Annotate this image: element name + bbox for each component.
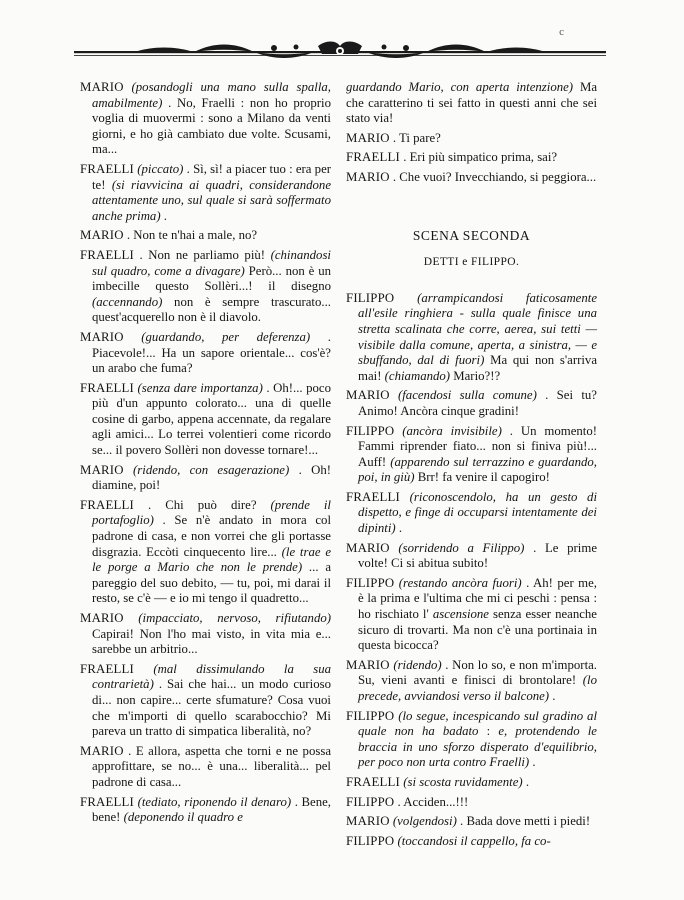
ornamental-header-rule-icon bbox=[74, 40, 606, 64]
stage-direction: (impacciato, nervoso, rifiutando) bbox=[138, 611, 332, 625]
dialogue-paragraph bbox=[80, 463, 331, 494]
stage-direction: (ancòra invisibile) bbox=[402, 423, 502, 438]
dialogue-text: . Non ne parliamo più! bbox=[139, 247, 271, 262]
speaker-name: FRAELLI bbox=[80, 497, 135, 512]
dialogue-text: . Eri più simpatico prima, sai? bbox=[403, 150, 558, 165]
speaker-name: FRAELLI bbox=[80, 247, 135, 262]
speaker-name: FILIPPO bbox=[346, 290, 395, 305]
speaker-name: FRAELLI bbox=[346, 489, 401, 504]
stage-direction: (ridendo, con esagerazione) bbox=[133, 462, 290, 477]
stage-direction: (chinandosi sul quadro, come a divagare) bbox=[92, 247, 331, 278]
dialogue-text: . bbox=[163, 208, 167, 223]
stage-direction: (si scosta ruvidamente) bbox=[403, 774, 523, 789]
dialogue-paragraph bbox=[346, 80, 597, 127]
speaker-name: FILIPPO bbox=[346, 833, 395, 848]
speaker-name: MARIO bbox=[346, 814, 390, 829]
dialogue-paragraph bbox=[80, 330, 331, 377]
stage-direction: (volgendosi) bbox=[392, 814, 457, 829]
speaker-name: FRAELLI bbox=[80, 794, 135, 809]
speaker-name: FRAELLI bbox=[346, 774, 401, 789]
stage-direction: (chiamando) bbox=[384, 368, 451, 383]
dialogue-paragraph bbox=[346, 576, 597, 654]
right-column-top bbox=[346, 80, 597, 186]
dialogue-text: . bbox=[398, 521, 403, 536]
stage-direction: (si riavvicina ai quadri, considerandone attentamente uno, sul quale si sarà soffermato anche prima) bbox=[92, 177, 331, 223]
dialogue-text: non è sempre trascurato... quest'acquerello non è il diavolo. bbox=[92, 294, 331, 325]
dialogue-paragraph bbox=[346, 388, 597, 419]
speaker-name: FILIPPO bbox=[346, 575, 395, 590]
dialogue-text: . Piacevole!... Ha un sapore orientale... cos'è? un arabo che fuma? bbox=[92, 329, 331, 376]
dialogue-text: ... a pareggio del suo debito, — tu, poi, mi darai il resto, se c'è — e io mi tengo il quadretto... bbox=[92, 560, 331, 606]
dialogue-paragraph bbox=[346, 814, 597, 830]
scene-title: SCENA SECONDA bbox=[412, 227, 531, 243]
stage-direction: guardando Mario, con aperta intenzione) bbox=[346, 80, 574, 94]
speaker-name: MARIO bbox=[346, 657, 390, 672]
dialogue-text: . Le prime volte! Ci si abitua subito! bbox=[358, 540, 598, 571]
dialogue-paragraph bbox=[346, 795, 597, 811]
dialogue-paragraph bbox=[80, 228, 331, 244]
dialogue-paragraph bbox=[346, 775, 597, 791]
speaker-name: MARIO bbox=[80, 743, 124, 758]
dialogue-paragraph bbox=[80, 795, 331, 826]
page-number: c bbox=[559, 26, 564, 38]
speaker-name: MARIO bbox=[346, 388, 390, 403]
speaker-name: FILIPPO bbox=[346, 708, 395, 723]
dialogue-text: . Che vuoi? Invecchiando, si peggiora... bbox=[392, 169, 597, 184]
dialogue-text: . Non te n'hai a male, no? bbox=[126, 228, 258, 243]
dialogue-text: Capirai! Non l'ho mai visto, in vita mia e... sarebbe un arbitrio... bbox=[92, 626, 331, 657]
stage-direction: (ridendo) bbox=[393, 657, 442, 672]
dialogue-paragraph bbox=[346, 709, 597, 771]
stage-direction: (lo segue, incespicando sul gradino al quale non ha badato bbox=[358, 708, 598, 739]
speaker-name: MARIO bbox=[80, 228, 124, 243]
stage-direction: e, protendendo le braccia in uno sforzo disperato d'equilibrio, per poco non urta contro Fraelli) bbox=[358, 724, 597, 770]
speaker-name: FRAELLI bbox=[80, 380, 135, 395]
stage-direction: (le trae e le porge a Mario che non le prende) bbox=[92, 544, 331, 575]
dialogue-paragraph bbox=[346, 150, 597, 166]
stage-direction: (toccandosi il cappello, fa co- bbox=[397, 833, 551, 848]
dialogue-text: . bbox=[525, 774, 530, 789]
dialogue-text: Ma qui non s'arriva mai! bbox=[358, 353, 598, 383]
dialogue-text: . E allora, aspetta che torni e ne possa approfittare, se no... è una... liberalità... pel padrone di casa... bbox=[92, 743, 331, 789]
dialogue-text: . Acciden...!!! bbox=[397, 794, 469, 809]
scene-cast: DETTI e FILIPPO. bbox=[423, 256, 520, 269]
speaker-name: MARIO bbox=[80, 329, 124, 344]
left-column bbox=[80, 80, 331, 830]
stage-direction: (piccato) bbox=[137, 161, 184, 176]
dialogue-paragraph bbox=[80, 498, 331, 607]
stage-direction: (guardando, per deferenza) bbox=[141, 329, 311, 344]
stage-direction: (accennando) bbox=[92, 294, 163, 309]
stage-direction: (lo precede, avviandosi verso il balcone) bbox=[358, 673, 597, 703]
dialogue-text: senza esser neanche sicuro di trovarti. Ma non c'è una portinaia in questa bicocca? bbox=[358, 607, 597, 653]
dialogue-text: Però... non è un imbecille questo Sollèri...! il disegno bbox=[92, 263, 331, 294]
stage-direction: (posandogli una mano sulla spalla, amabilmente) bbox=[92, 80, 331, 110]
dialogue-paragraph bbox=[80, 744, 331, 791]
speaker-name: MARIO bbox=[80, 80, 124, 94]
stage-direction: (restando ancòra fuori) bbox=[398, 575, 522, 590]
speaker-name: FRAELLI bbox=[80, 661, 135, 676]
dialogue-text: . Sai che hai... un modo curioso di... non capire... certe sfumature? Cosa vuoi che m'importi di quello scarabocchio? Mi pareva un tratto di simpatica liberalità, no? bbox=[92, 677, 331, 739]
stage-direction: (mal dissimulando la sua contrarietà) bbox=[92, 661, 332, 692]
speaker-name: MARIO bbox=[346, 169, 390, 184]
dialogue-text: . bbox=[532, 755, 536, 770]
dialogue-text: . Oh! diamine, poi! bbox=[92, 462, 331, 493]
dialogue-text: . Ah! per me, è la prima e l'ultima che mi ci peschi : pensa : ho rischiato l' bbox=[358, 575, 597, 622]
dialogue-paragraph bbox=[346, 424, 597, 486]
dialogue-text: . Se n'è andato in mora col padrone di casa, e non vorrei che gli portasse disgrazia. Eccòti cinquecento lire... bbox=[92, 513, 331, 559]
dialogue-paragraph bbox=[346, 834, 597, 850]
dialogue-paragraph bbox=[80, 80, 331, 158]
right-column-bottom bbox=[346, 291, 597, 850]
dialogue-text: Brr! fa venire il capogiro! bbox=[417, 470, 550, 485]
stage-direction: (riconoscendolo, ha un gesto di dispetto, e finge di occuparsi intentamente dei dipinti) bbox=[358, 489, 598, 536]
dialogue-text: Mario?!? bbox=[453, 368, 501, 383]
stage-direction: (deponendo il quadro e bbox=[123, 810, 243, 825]
dialogue-text: . Ti pare? bbox=[392, 130, 441, 145]
speaker-name: FRAELLI bbox=[346, 150, 401, 165]
speaker-name: MARIO bbox=[80, 462, 124, 477]
dialogue-text: . Bada dove metti i piedi! bbox=[460, 814, 591, 829]
speaker-name: MARIO bbox=[80, 611, 124, 625]
dialogue-text: . Sei tu? Animo! Ancòra cinque gradini! bbox=[358, 388, 597, 418]
dialogue-text: . Un momento! Fammi riprender fiato... non si finiva più!... Auff! bbox=[358, 423, 597, 469]
dialogue-paragraph bbox=[80, 162, 331, 224]
dialogue-paragraph bbox=[80, 662, 331, 740]
dialogue-text: . Bene, bene! bbox=[92, 794, 331, 825]
right-column bbox=[346, 80, 597, 853]
dialogue-text: . Sì, sì! a piacer tuo : era per te! bbox=[92, 161, 332, 192]
speaker-name: MARIO bbox=[346, 130, 390, 145]
speaker-name: FILIPPO bbox=[346, 423, 395, 438]
speaker-name: FRAELLI bbox=[80, 161, 135, 176]
dialogue-paragraph bbox=[80, 611, 331, 658]
dialogue-text: . Non lo so, e non m'importa. Su, vieni avanti e finisci di brontolare! bbox=[358, 657, 597, 688]
dialogue-text: : bbox=[486, 724, 499, 739]
dialogue-text: . No, Fraelli : non ho proprio voglia di muovermi : sono a Milano da venti giorni, e ho già cambiato due volte. Scusami, ma... bbox=[92, 95, 332, 157]
dialogue-paragraph bbox=[346, 490, 597, 537]
dialogue-text: . Oh!... poco più d'un appunto colorato... una di quelle cosine di garbo, appena accennate, da regalare agli amici... Lo terrei volentieri come ricordo se... il povero Sollèri non dovesse tornare!... bbox=[92, 380, 331, 458]
stage-direction: (facendosi sulla comune) bbox=[397, 388, 537, 403]
stage-direction: ascensione bbox=[432, 607, 489, 622]
dialogue-paragraph bbox=[346, 291, 597, 385]
stage-direction: (prende il portafoglio) bbox=[92, 497, 331, 528]
stage-direction: (sorridendo a Filippo) bbox=[398, 540, 525, 555]
stage-direction: (apparendo sul terrazzino e guardando, poi, in giù) bbox=[358, 454, 597, 485]
dialogue-paragraph bbox=[80, 248, 331, 326]
dialogue-paragraph bbox=[346, 170, 597, 186]
dialogue-text: Ma che caratterino ti sei fatto in questi anni che sei stato via! bbox=[346, 80, 597, 126]
dialogue-paragraph bbox=[80, 381, 331, 459]
dialogue-text: . bbox=[552, 689, 556, 703]
speaker-name: MARIO bbox=[346, 540, 390, 555]
dialogue-text: . Chi può dire? bbox=[148, 497, 271, 512]
dialogue-paragraph bbox=[346, 541, 597, 572]
stage-direction: (arrampicandosi faticosamente all'esile ringhiera - sulla quale finisce una stretta scalinata che corre, aerea, sui tetti — visibile dalla comune, aperta, a sinistra, — e sbuffando, dal di fuori) bbox=[358, 290, 597, 368]
dialogue-paragraph bbox=[346, 658, 597, 705]
stage-direction: (senza dare importanza) bbox=[137, 380, 263, 395]
dialogue-paragraph bbox=[346, 131, 597, 147]
speaker-name: FILIPPO bbox=[346, 794, 395, 809]
stage-direction: (tediato, riponendo il denaro) bbox=[137, 794, 292, 809]
